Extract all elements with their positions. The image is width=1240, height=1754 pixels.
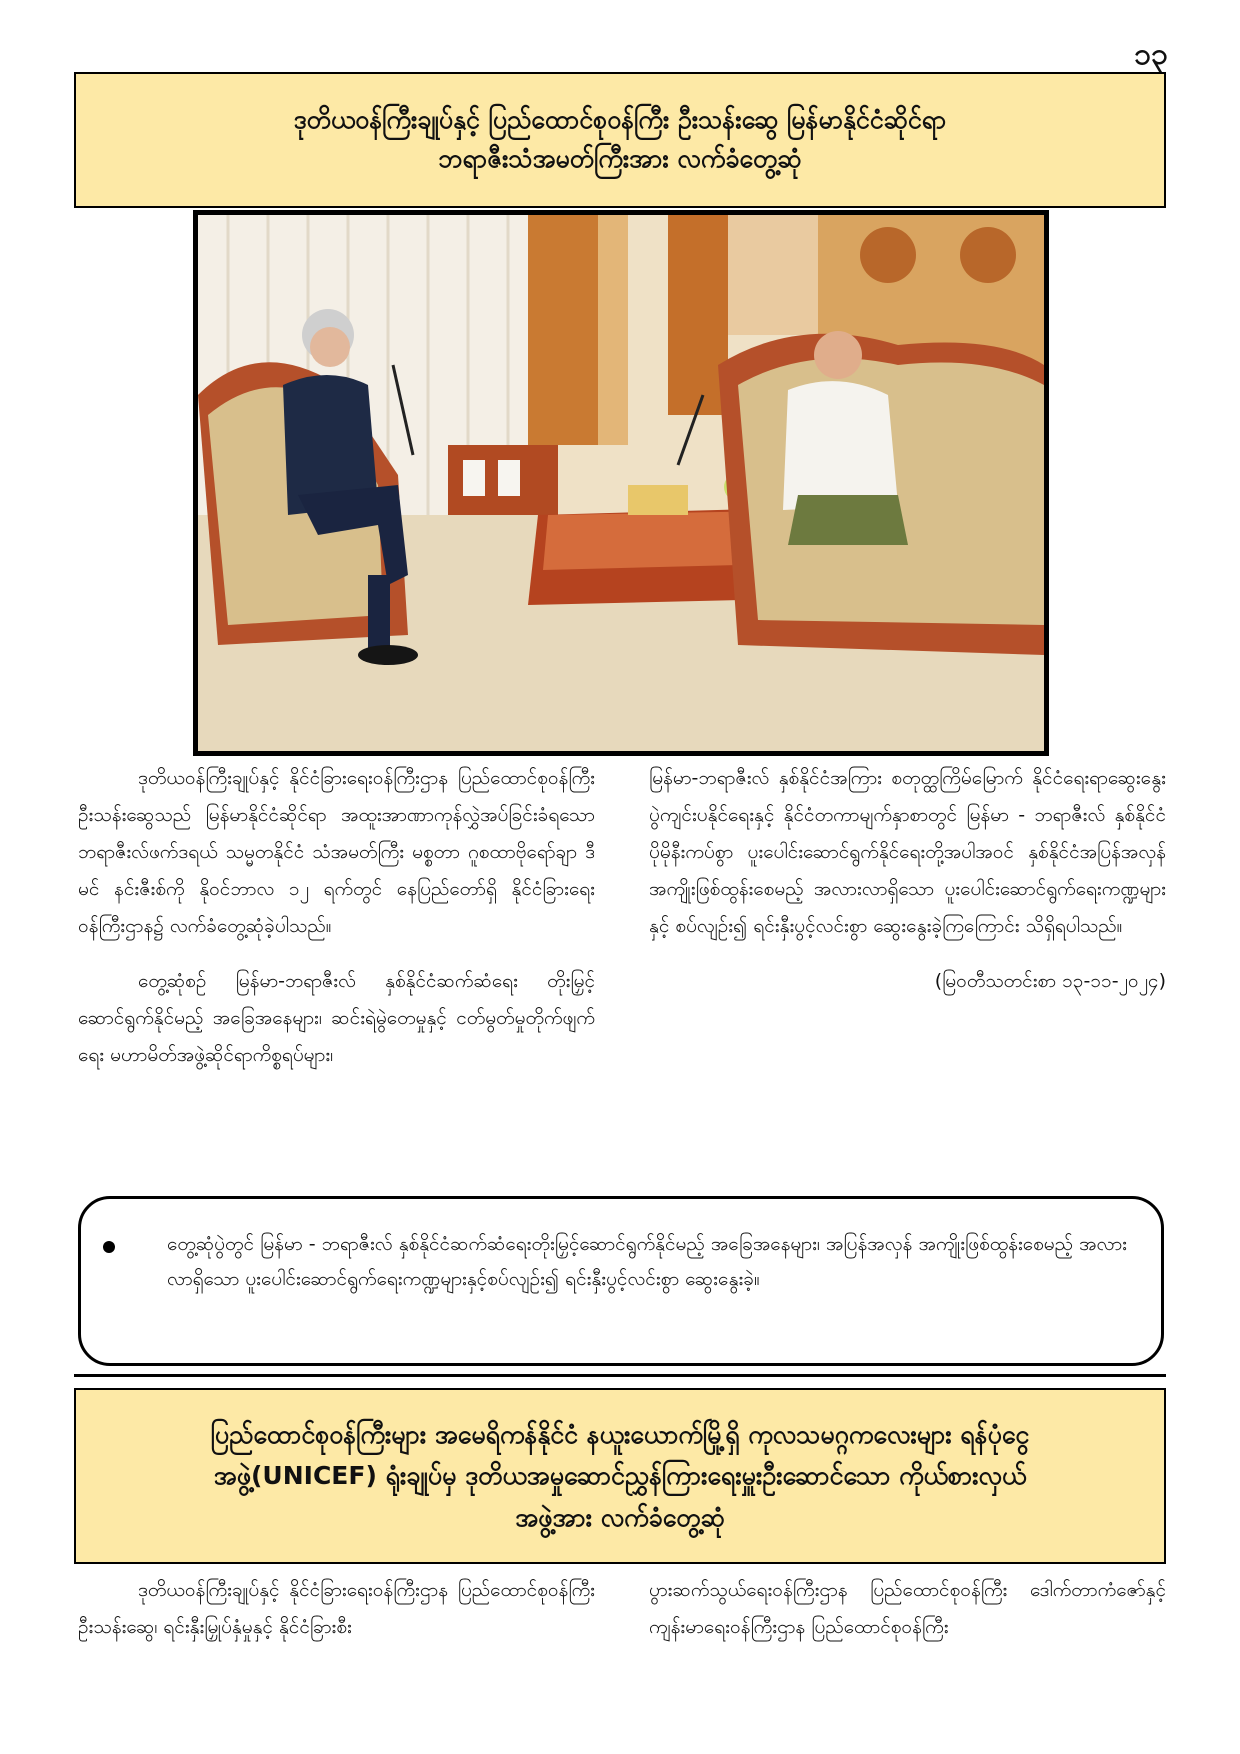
headline-line: အဖွဲ့(UNICEF) ရုံးချုပ်မှ ဒုတိယအမှုဆောင်ညွှန်ကြားရေးမှူးဦးဆောင်သော ကိုယ်စားလှယ် [213, 1461, 1027, 1491]
article1-paragraph: မြန်မာ-ဘရာဇီးလ် နှစ်နိုင်ငံအကြား စတုတ္ထကြိမ်မြောက် နိုင်ငံရေးရာဆွေးနွေးပွဲကျင်းပနိုင်ရေးနှင့် နိုင်ငံတကာမျက်နှာစာတွင် မြန်မာ - ဘရာဇီးလ် နှစ်နိုင်ငံပိုမိုနီးကပ်စွာ ပူးပေါင်းဆောင်ရွက်နိုင်ရေးတို့အပါအဝင် နှစ်နိုင်ငံအပြန်အလှန်အကျိုးဖြစ်ထွန်းစေမည့် အလားလာရှိသော ပူးပေါင်းဆောင်ရွက်ရေးကဏ္ဍများနှင့် စပ်လျဉ်း၍ ရင်းနှီးပွင့်လင်းစွာ ဆွေးနွေးခဲ့ကြကြောင်း သိရှိရပါသည်။ [649, 767, 1166, 938]
section-divider [74, 1374, 1166, 1377]
meeting-photo [193, 210, 1049, 756]
article2-left-column [78, 1572, 595, 1742]
article2-headline [74, 1388, 1166, 1564]
article2-right-column [649, 1572, 1166, 1742]
summary-box [78, 1196, 1164, 1366]
article1-paragraph: ဒုတိယဝန်ကြီးချုပ်နှင့် နိုင်ငံခြားရေးဝန်ကြီးဌာန ပြည်ထောင်စုဝန်ကြီး ဦးသန်းဆွေသည် မြန်မာနိုင်ငံဆိုင်ရာ အထူးအာဏာကုန်လွှဲအပ်ခြင်းခံရသော ဘရာဇီးလ်ဖက်ဒရယ် သမ္မတနိုင်ငံ သံအမတ်ကြီး မစ္စတာ ဂူစထာဗိုရော်ချာ ဒီမင် နင်းဇီးစ်ကို နိုဝင်ဘာလ ၁၂ ရက်တွင် နေပြည်တော်ရှိ နိုင်ငံခြားရေးဝန်ကြီးဌာန၌ လက်ခံတွေ့ဆုံခဲ့ပါသည်။ [78, 767, 595, 938]
article2-paragraph: ဒုတိယဝန်ကြီးချုပ်နှင့် နိုင်ငံခြားရေးဝန်ကြီးဌာန ပြည်ထောင်စုဝန်ကြီး ဦးသန်းဆွေ၊ ရင်းနှီးမြှုပ်နှံမှုနှင့် နိုင်ငံခြားစီး [78, 1579, 595, 1639]
headline-line: အဖွဲ့အား လက်ခံတွေ့ဆုံ [515, 1502, 725, 1532]
headline-line: ဘရာဇီးသံအမတ်ကြီးအား လက်ခံတွေ့ဆုံ [438, 144, 802, 173]
article1-headline [74, 72, 1166, 208]
article2-body [78, 1572, 1166, 1742]
article1-right-column [649, 760, 1166, 1190]
page-number: ၁၃ [1134, 37, 1168, 72]
article1-paragraph: တွေ့ဆုံစဉ် မြန်မာ-ဘရာဇီးလ် နှစ်နိုင်ငံဆက်ဆံရေး တိုးမြှင့်ဆောင်ရွက်နိုင်မည့် အခြေအနေများ၊ ဆင်းရဲမွဲတေမှုနှင့် ငတ်မွတ်မှုတိုက်ဖျက်ရေး မဟာမိတ်အဖွဲ့ဆိုင်ရာကိစ္စရပ်များ၊ [78, 970, 595, 1067]
article2-paragraph: ပွားဆက်သွယ်ရေးဝန်ကြီးဌာန ပြည်ထောင်စုဝန်ကြီး ဒေါက်တာကံဇော်နှင့် ကျန်းမာရေးဝန်ကြီးဌာန ပြည်ထောင်စုဝန်ကြီး [649, 1579, 1166, 1639]
summary-text: တွေ့ဆုံပွဲတွင် မြန်မာ - ဘရာဇီးလ် နှစ်နိုင်ငံဆက်ဆံရေးတိုးမြှင့်ဆောင်ရွက်နိုင်မည့် အခြေအနေများ၊ အပြန်အလှန် အကျိုးဖြစ်ထွန်းစေမည့် အလားလာရှိသော ပူးပေါင်းဆောင်ရွက်ရေးကဏ္ဍများနှင့်စပ်လျဉ်း၍ ရင်းနှီးပွင့်လင်းစွာ ဆွေးနွေးခဲ့။ [167, 1233, 1127, 1291]
headline-line: ဒုတိယဝန်ကြီးချုပ်နှင့် ပြည်ထောင်စုဝန်ကြီး ဦးသန်းဆွေ မြန်မာနိုင်ငံဆိုင်ရာ [293, 105, 947, 135]
bullet-icon [103, 1241, 115, 1253]
article1-source: (မြဝတီသတင်းစာ ၁၃-၁၁-၂၀၂၄) [934, 970, 1166, 993]
article1-body [78, 760, 1166, 1190]
headline-line: ပြည်ထောင်စုဝန်ကြီးများ အမေရိကန်နိုင်ငံ နယူးယောက်မြို့ရှိ ကုလသမဂ္ဂကလေးများ ရန်ပုံငွေ [210, 1420, 1030, 1450]
article1-left-column [78, 760, 595, 1190]
